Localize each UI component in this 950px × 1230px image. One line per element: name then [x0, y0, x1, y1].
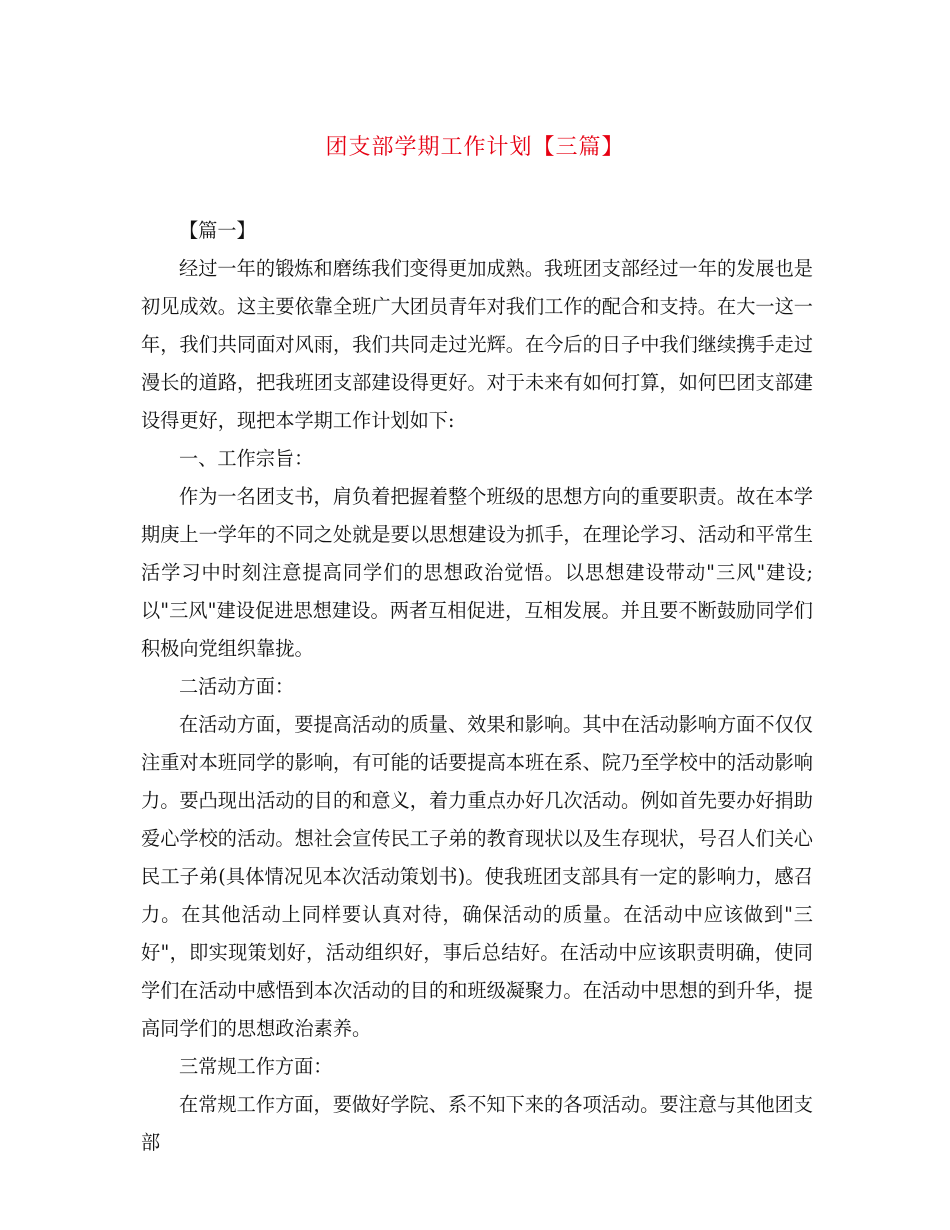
paragraph-routine-work: 在常规工作方面，要做好学院、系不知下来的各项活动。要注意与其他团支部	[141, 1093, 813, 1154]
section-label: 【篇一】	[179, 219, 256, 242]
heading-work-purpose: 一、工作宗旨：	[179, 447, 314, 470]
paragraph-work-purpose: 作为一名团支书，肩负着把握着整个班级的思想方向的重要职责。故在本学期庚上一学年的不同之处就是要以思想建设为抓手，在理论学习、活动和平常生活学习中时刻注意提高同学们的思想政治觉悟。以思想建设带动"三风"建设;以"三风"建设促进思想建设。两者互相促进，互相发展。并且要不断鼓励同学们积极向党组织靠拢。	[141, 485, 813, 660]
heading-routine-work: 三常规工作方面：	[179, 1055, 333, 1078]
paragraph-intro: 经过一年的锻炼和磨练我们变得更加成熟。我班团支部经过一年的发展也是初见成效。这主要依靠全班广大团员青年对我们工作的配合和支持。在大一这一年，我们共同面对风雨，我们共同走过光辉。在今后的日子中我们继续携手走过漫长的道路，把我班团支部建设得更好。对于未来有如何打算，如何巴团支部建设得更好，现把本学期工作计划如下:	[141, 257, 813, 432]
document-title: 团支部学期工作计划【三篇】	[325, 135, 625, 160]
heading-activities: 二活动方面：	[179, 675, 295, 698]
paragraph-activities: 在活动方面，要提高活动的质量、效果和影响。其中在活动影响方面不仅仅注重对本班同学的影响，有可能的话要提高本班在系、院乃至学校中的活动影响力。要凸现出活动的目的和意义，着力重点办好几次活动。例如首先要办好捐助爱心学校的活动。想社会宣传民工子弟的教育现状以及生存现状，号召人们关心民工子弟(具体情况见本次活动策划书)。使我班团支部具有一定的影响力，感召力。在其他活动上同样要认真对待，确保活动的质量。在活动中应该做到"三好"，即实现策划好，活动组织好，事后总结好。在活动中应该职责明确，使同学们在活动中感悟到本次活动的目的和班级凝聚力。在活动中思想的到升华，提高同学们的思想政治素养。	[141, 713, 813, 1040]
document-body	[141, 212, 813, 1162]
